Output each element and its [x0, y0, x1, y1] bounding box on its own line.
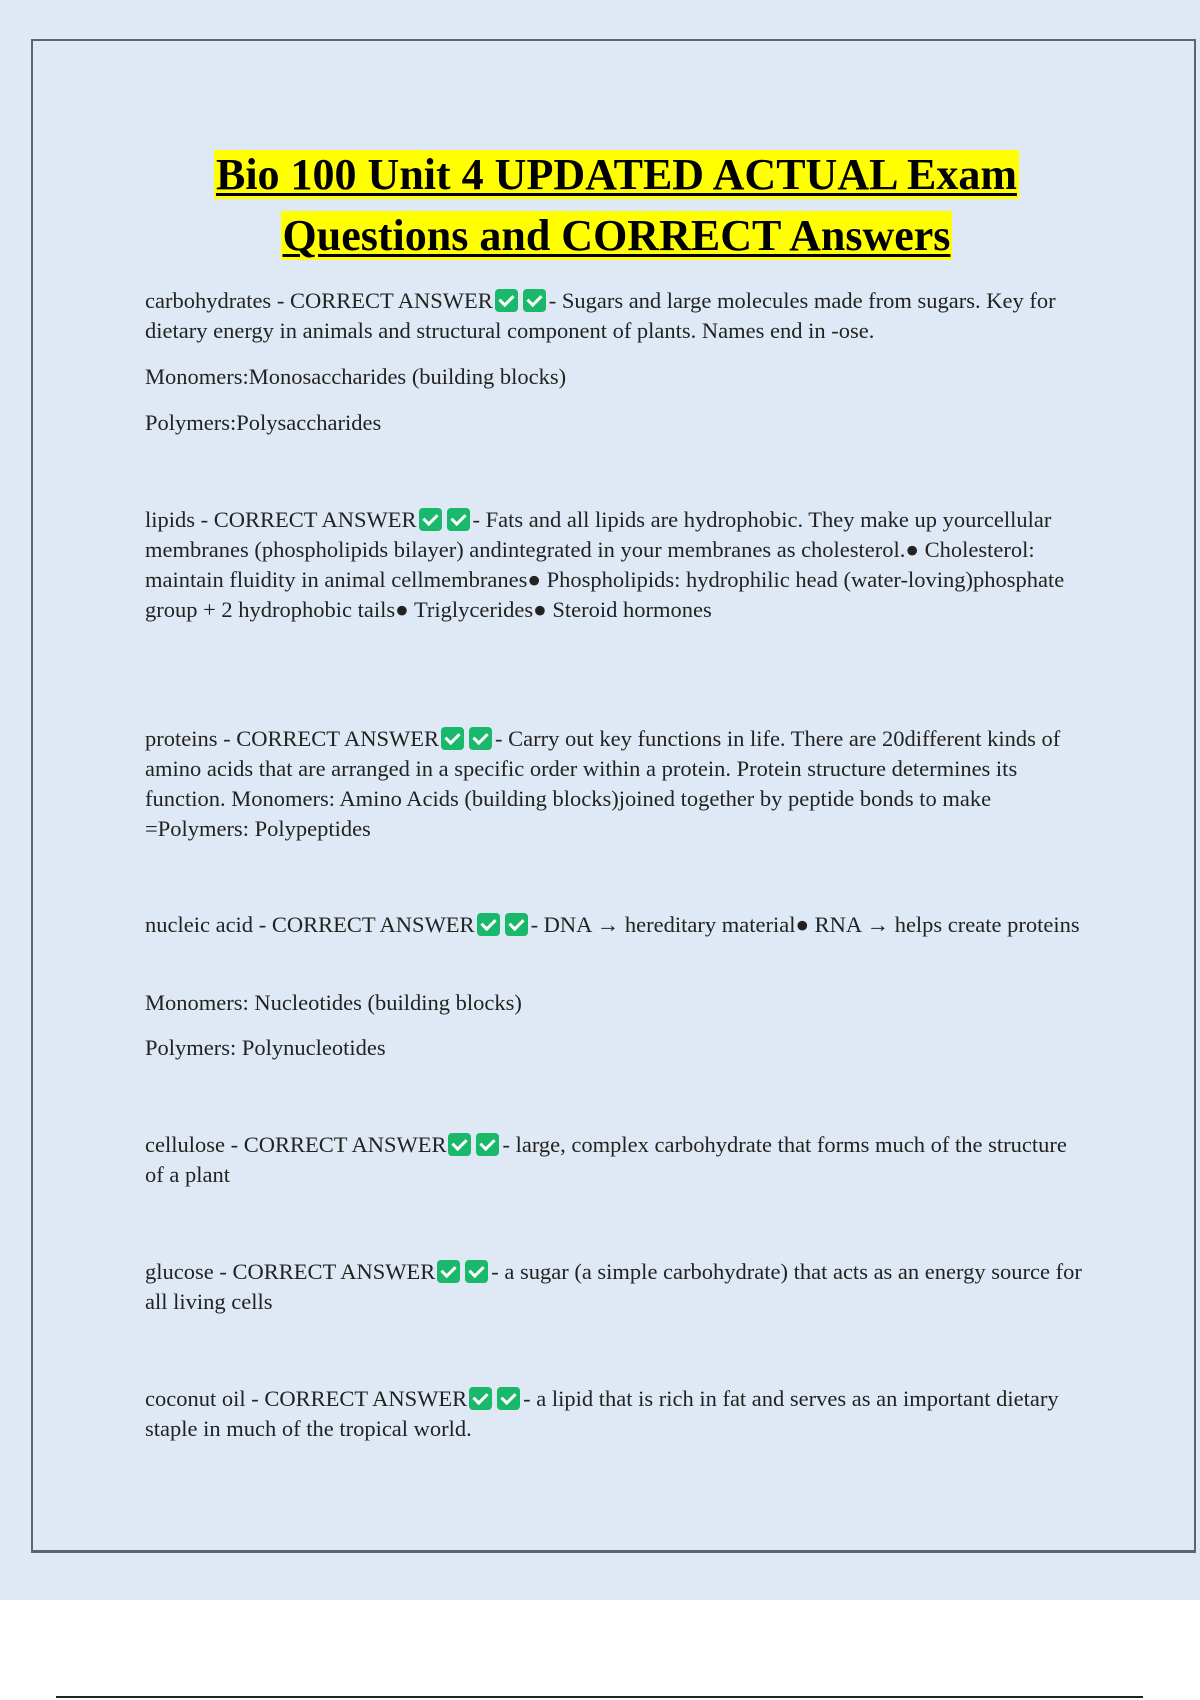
entry-nucleic-acid-monomers: Monomers: Nucleotides (building blocks)	[145, 990, 522, 1015]
entry-term: glucose	[145, 1259, 214, 1284]
entry-term: proteins	[145, 726, 218, 751]
check-icon	[523, 289, 546, 312]
entry-glucose: glucose - CORRECT ANSWER - a sugar (a simple carbohydrate) that acts as an energy source for all living cells	[145, 1259, 1082, 1314]
entry-definition: - a lipid that is rich in fat and serves as an important dietary staple in much of the tropical world.	[145, 1386, 1059, 1441]
entry-definition: - Fats and all lipids are hydrophobic. They make up yourcellular membranes (phospholipids bilayer) andintegrated in your membranes as cholesterol.● Cholesterol: maintain fluidity in animal cellmembranes● Phospholipids: hydrophilic head (water-loving)phosphate group + 2 hydrophobic tails● Triglycerides● Steroid hormones	[145, 507, 1065, 622]
answer-marker: CORRECT ANSWER	[232, 1259, 436, 1284]
answer-marker: CORRECT ANSWER	[243, 1132, 447, 1157]
title-line-2: Questions and CORRECT Answers	[282, 211, 951, 260]
answer-marker: CORRECT ANSWER	[264, 1386, 468, 1411]
check-icon	[465, 1260, 488, 1283]
answer-marker: CORRECT ANSWER	[271, 912, 475, 937]
entry-term: cellulose	[145, 1132, 225, 1157]
check-icon	[447, 508, 470, 531]
entry-proteins: proteins - CORRECT ANSWER - Carry out key functions in life. There are 20different kinds of amino acids that are arranged in a specific order within a protein. Protein structure determines its function. Monomers: Amino Acids (building blocks)joined together by peptide bonds to make =Polymers: Polypeptides	[145, 726, 1061, 841]
check-icon	[469, 1387, 492, 1410]
entry-term: nucleic acid	[145, 912, 254, 937]
entry-carbohydrates-polymers: Polymers:Polysaccharides	[145, 410, 382, 435]
entry-definition: - Carry out key functions in life. There are 20different kinds of amino acids that are arranged in a specific order within a protein. Protein structure determines its function. Monomers: Amino Acids (building blocks)joined together by peptide bonds to make =Polymers: Polypeptides	[145, 726, 1061, 841]
footer-rule	[56, 1696, 1143, 1698]
entry-term: carbohydrates	[145, 288, 272, 313]
check-icon	[448, 1133, 471, 1156]
check-icon	[477, 913, 500, 936]
check-icon	[505, 913, 528, 936]
check-icon	[419, 508, 442, 531]
entry-definition: - DNA → hereditary material● RNA → helps create proteins	[530, 912, 1080, 937]
title-line-1: Bio 100 Unit 4 UPDATED ACTUAL Exam	[215, 150, 1018, 199]
entry-carbohydrates-monomers: Monomers:Monosaccharides (building blocks)	[145, 364, 567, 389]
check-icon	[437, 1260, 460, 1283]
entry-definition: - a sugar (a simple carbohydrate) that acts as an energy source for all living cells	[145, 1259, 1082, 1314]
entry-cellulose: cellulose - CORRECT ANSWER - large, complex carbohydrate that forms much of the structure of a plant	[145, 1132, 1067, 1187]
check-icon	[476, 1133, 499, 1156]
entry-coconut-oil: coconut oil - CORRECT ANSWER - a lipid that is rich in fat and serves as an important dietary staple in much of the tropical world.	[145, 1386, 1059, 1441]
entry-definition: - Sugars and large molecules made from sugars. Key for dietary energy in animals and structural component of plants. Names end in -ose.	[145, 288, 1056, 343]
entry-carbohydrates: carbohydrates - CORRECT ANSWER - Sugars and large molecules made from sugars. Key for dietary energy in animals and structural component of plants. Names end in -ose.	[145, 288, 1056, 343]
entry-nucleic-acid: nucleic acid - CORRECT ANSWER - DNA → hereditary material● RNA → helps create proteins	[145, 912, 1080, 937]
check-icon	[497, 1387, 520, 1410]
entry-definition: - large, complex carbohydrate that forms much of the structure of a plant	[145, 1132, 1067, 1187]
check-icon	[495, 289, 518, 312]
check-icon	[469, 727, 492, 750]
check-icon	[441, 727, 464, 750]
answer-marker: CORRECT ANSWER	[289, 288, 493, 313]
answer-marker: CORRECT ANSWER	[213, 507, 417, 532]
entry-term: coconut oil	[145, 1386, 246, 1411]
document-title	[120, 144, 1113, 266]
answer-marker: CORRECT ANSWER	[236, 726, 439, 751]
entry-term: lipids	[145, 507, 196, 532]
entry-nucleic-acid-polymers: Polymers: Polynucleotides	[145, 1035, 386, 1060]
entry-lipids: lipids - CORRECT ANSWER - Fats and all lipids are hydrophobic. They make up yourcellular membranes (phospholipids bilayer) andintegrated in your membranes as cholesterol.● Cholesterol: maintain fluidity in animal cellmembranes● Phospholipids: hydrophilic head (water-loving)phosphate group + 2 hydrophobic tails● Triglycerides● Steroid hormones	[145, 507, 1065, 622]
